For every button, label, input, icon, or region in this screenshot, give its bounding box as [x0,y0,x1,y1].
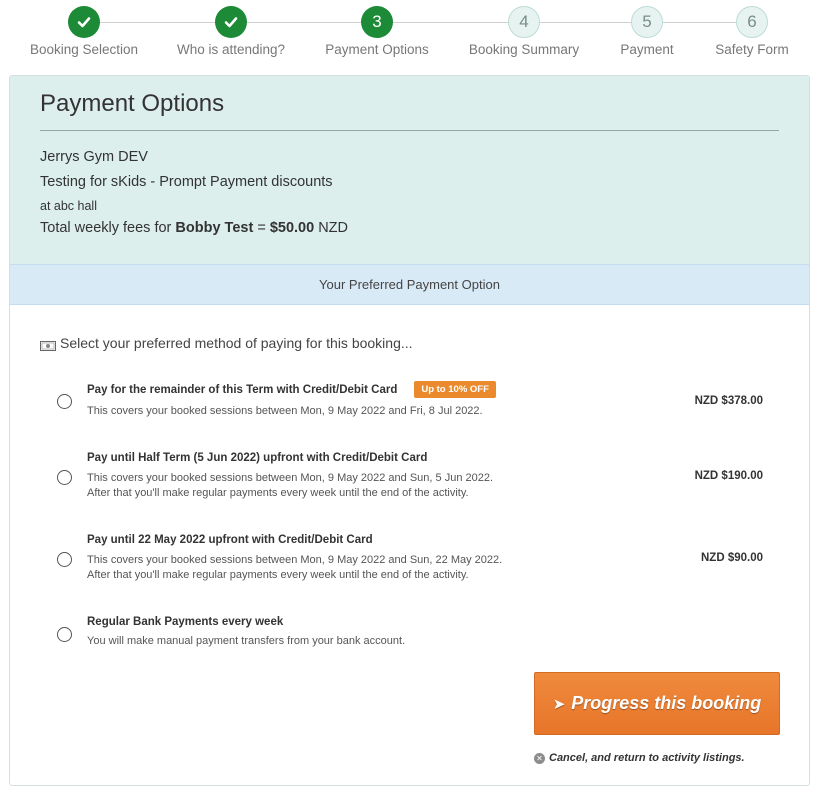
payment-option-title-text: Pay for the remainder of this Term with Credit/Debit Card [87,383,398,396]
step-number: 4 [508,6,540,38]
payment-option-text [87,381,647,419]
money-icon [40,338,56,348]
payment-option-radio[interactable] [57,470,72,485]
fees-prefix: Total weekly fees for [40,220,172,236]
payment-option-desc-line: This covers your booked sessions between Mon, 9 May 2022 and Sun, 5 Jun 2022. [87,472,494,484]
payment-prompt [40,335,413,351]
payment-option-title [87,381,647,398]
step-label: Booking Summary [468,42,580,57]
child-name: Bobby Test [175,220,254,236]
arrow-right-icon: ➤ [552,695,566,713]
payment-option-desc [87,553,647,583]
step-label: Safety Form [715,42,789,57]
payment-option-radio[interactable] [57,627,72,642]
step-who-is-attending [161,6,301,57]
payment-option-desc: This covers your booked sessions between Mon, 9 May 2022 and Fri, 8 Jul 2022. [87,405,483,417]
fees-currency: NZD [318,220,349,236]
payment-option-title: Pay until Half Term (5 Jun 2022) upfront with Credit/Debit Card [87,452,428,464]
fees-equals: = [257,220,266,236]
payment-option-desc: You will make manual payment transfers from your bank account. [87,635,406,647]
payment-option-22-may[interactable] [40,534,770,582]
step-number: 5 [631,6,663,38]
payment-option-price: NZD $190.00 [694,470,763,482]
payment-option-text [87,452,647,501]
payment-option-price: NZD $378.00 [694,395,763,407]
payment-option-radio[interactable] [57,394,72,409]
payment-prompt-text: Select your preferred method of paying for this booking... [60,335,413,351]
cancel-link-label: Cancel, and return to activity listings. [549,752,745,764]
progress-booking-button[interactable] [534,672,780,735]
payment-option-text [87,534,647,583]
payment-option-half-term[interactable] [40,452,770,500]
discount-badge: Up to 10% OFF [414,381,496,398]
payment-option-desc [87,471,647,501]
payment-option-price: NZD $90.00 [700,552,763,564]
step-number: 3 [361,6,393,38]
progress-booking-label: Progress this booking [571,693,762,713]
close-icon: ✕ [534,753,545,764]
payment-options-body [10,305,809,786]
check-icon [68,6,100,38]
page-title: Payment Options [40,90,779,131]
step-safety-form [682,6,817,57]
booking-progress-stepper [0,0,817,66]
section-heading: Your Preferred Payment Option [10,264,809,305]
step-label: Who is attending? [176,42,286,57]
fees-amount: $50.00 [269,220,315,236]
step-number: 6 [736,6,768,38]
weekly-fees-line [40,220,779,236]
activity-location: at abc hall [40,199,97,213]
check-icon [215,6,247,38]
booking-info-panel [10,76,809,264]
payment-option-title: Regular Bank Payments every week [87,616,284,628]
cancel-link[interactable] [534,752,745,764]
step-booking-summary [454,6,594,57]
step-label: Booking Selection [29,42,139,57]
payment-options-card [9,75,810,786]
step-label: Payment Options [325,42,429,57]
payment-option-desc-line: After that you'll make regular payments every week until the end of the activity. [87,569,469,581]
organization-name: Jerrys Gym DEV [40,149,148,165]
payment-option-radio[interactable] [57,552,72,567]
step-booking-selection [14,6,154,57]
payment-option-desc-line: This covers your booked sessions between Mon, 9 May 2022 and Sun, 22 May 2022. [87,554,503,566]
payment-option-term[interactable] [40,381,770,425]
payment-option-desc-line: After that you'll make regular payments every week until the end of the activity. [87,487,469,499]
payment-option-bank-weekly[interactable] [40,616,770,652]
activity-name: Testing for sKids - Prompt Payment discounts [40,174,333,190]
step-label: Payment [620,42,674,57]
step-payment-options [307,6,447,57]
payment-option-text [87,616,647,649]
payment-option-title: Pay until 22 May 2022 upfront with Credit/Debit Card [87,534,373,546]
